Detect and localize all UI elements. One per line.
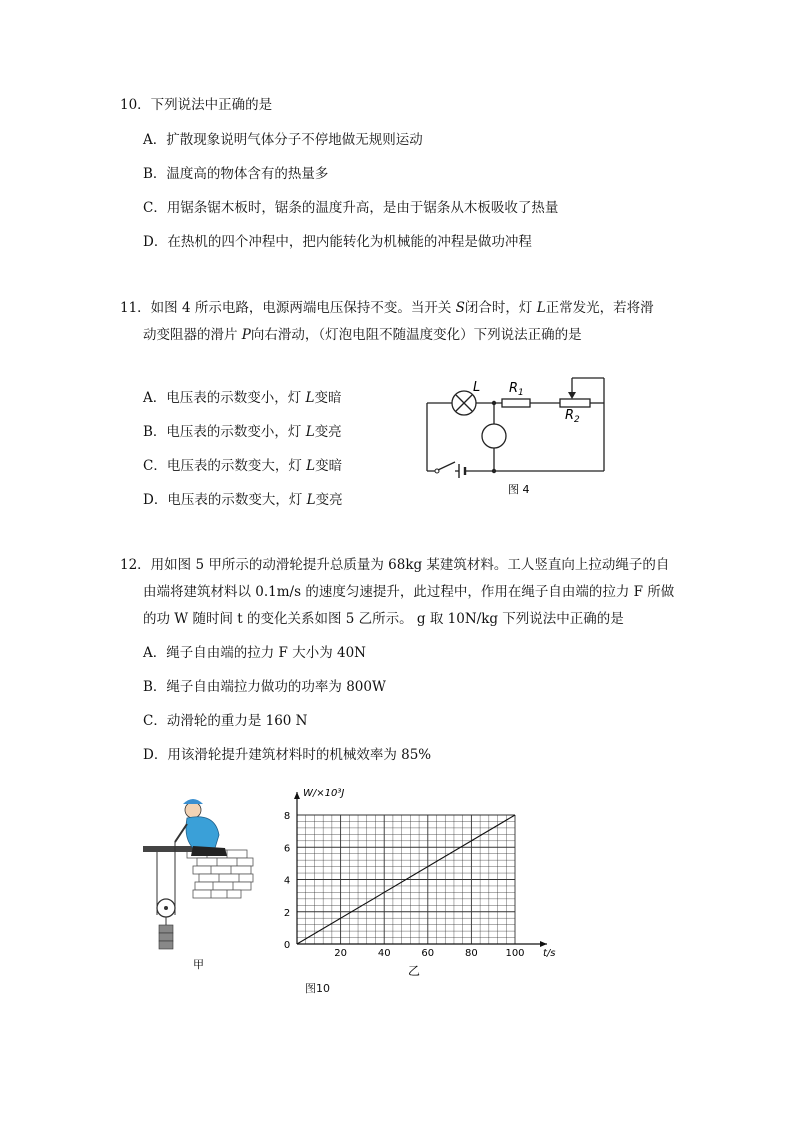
q12-option-a[interactable]: A．绳子自由端的拉力 F 大小为 40N <box>143 645 366 661</box>
chart-y-axis-label: W/×10³J <box>303 788 345 799</box>
building-material-icon <box>159 925 173 949</box>
q12-option-c[interactable]: C．动滑轮的重力是 160 N <box>143 713 308 729</box>
q12-option-b[interactable]: B．绳子自由端拉力做功的功率为 800W <box>143 679 386 695</box>
q12-stem-line2: 由端将建筑材料以 0.1m/s 的速度匀速提升，此过程中，作用在绳子自由端的拉力 F 所做 <box>143 584 675 600</box>
rheostat-r2-icon <box>560 399 590 407</box>
resistor-r1-icon <box>502 399 530 407</box>
q12-option-d[interactable]: D．用该滑轮提升建筑材料时的机械效率为 85% <box>143 747 432 763</box>
figure-4-caption: 图 4 <box>508 483 530 496</box>
chart-ticks <box>284 811 525 959</box>
x-tick-label: 100 <box>505 948 525 959</box>
worker-body-icon <box>186 817 219 850</box>
worker-helmet-icon <box>183 799 203 804</box>
r1-label: $R_1$ <box>509 381 524 398</box>
y-tick-label: 4 <box>283 875 291 887</box>
y-axis-arrow-icon <box>294 792 300 799</box>
q10-option-b[interactable]: B．温度高的物体含有的热量多 <box>143 166 329 182</box>
q12-stem-line1: 12．用如图 5 甲所示的动滑轮提升总质量为 68kg 某建筑材料。工人竖直向上拉动绳子的自 <box>120 557 670 573</box>
x-tick-label: 60 <box>421 948 435 959</box>
x-tick-label: 80 <box>465 948 478 959</box>
q11-option-c[interactable]: C．电压表的示数变大，灯 L变暗 <box>143 458 343 474</box>
origin-tick-label: 0 <box>283 940 291 951</box>
x-axis-arrow-icon <box>540 941 547 947</box>
q10-option-d[interactable]: D．在热机的四个冲程中，把内能转化为机械能的冲程是做功冲程 <box>143 234 532 250</box>
circuit-diagram <box>415 368 615 503</box>
q11-stem-line2: 动变阻器的滑片 P向右滑动，（灯泡电阻不随温度变化）下列说法正确的是 <box>143 327 582 343</box>
lamp-label: L <box>473 380 481 395</box>
switch-lever-icon <box>438 462 455 470</box>
worker-pulley-illustration <box>135 790 260 980</box>
q10-option-c[interactable]: C．用锯条锯木板时，锯条的温度升高，是由于锯条从木板吸收了热量 <box>143 200 559 216</box>
figure-10-caption: 图10 <box>305 982 330 995</box>
worker-head-icon <box>185 802 201 818</box>
q11-stem-line1: 11．如图 4 所示电路，电源两端电压保持不变。当开关 S闭合时，灯 L正常发光，若将滑 <box>120 300 654 316</box>
q11-option-a[interactable]: A．电压表的示数变小，灯 L变暗 <box>143 390 342 406</box>
y-tick-label: 6 <box>283 843 291 855</box>
brick-wall-icon <box>187 850 253 898</box>
chart-x-axis-label: t/s <box>543 948 556 959</box>
beam-icon <box>143 846 195 852</box>
q10-option-a[interactable]: A．扩散现象说明气体分子不停地做无规则运动 <box>143 132 423 148</box>
x-tick-label: 20 <box>334 948 347 959</box>
figure-right-label: 乙 <box>408 964 421 978</box>
figure-left-label: 甲 <box>193 958 204 971</box>
slider-arrow-icon <box>568 392 576 399</box>
junction-bottom <box>492 469 496 473</box>
junction-top <box>492 401 496 405</box>
q11-option-b[interactable]: B．电压表的示数变小，灯 L变亮 <box>143 424 342 440</box>
q10-stem: 10．下列说法中正确的是 <box>120 97 273 113</box>
q11-option-d[interactable]: D．电压表的示数变大，灯 L变亮 <box>143 492 343 508</box>
y-tick-label: 8 <box>283 811 291 822</box>
worker-legs-icon <box>191 846 227 856</box>
voltmeter-icon <box>482 424 506 448</box>
worker-arm-icon <box>175 824 187 842</box>
work-time-chart <box>270 780 570 980</box>
x-tick-label: 40 <box>377 948 391 959</box>
y-tick-label: 2 <box>283 907 291 919</box>
q12-stem-line3: 的功 W 随时间 t 的变化关系如图 5 乙所示。 g 取 10N/kg 下列说法中正确的是 <box>143 611 624 627</box>
r2-label: $R_2$ <box>565 408 580 425</box>
